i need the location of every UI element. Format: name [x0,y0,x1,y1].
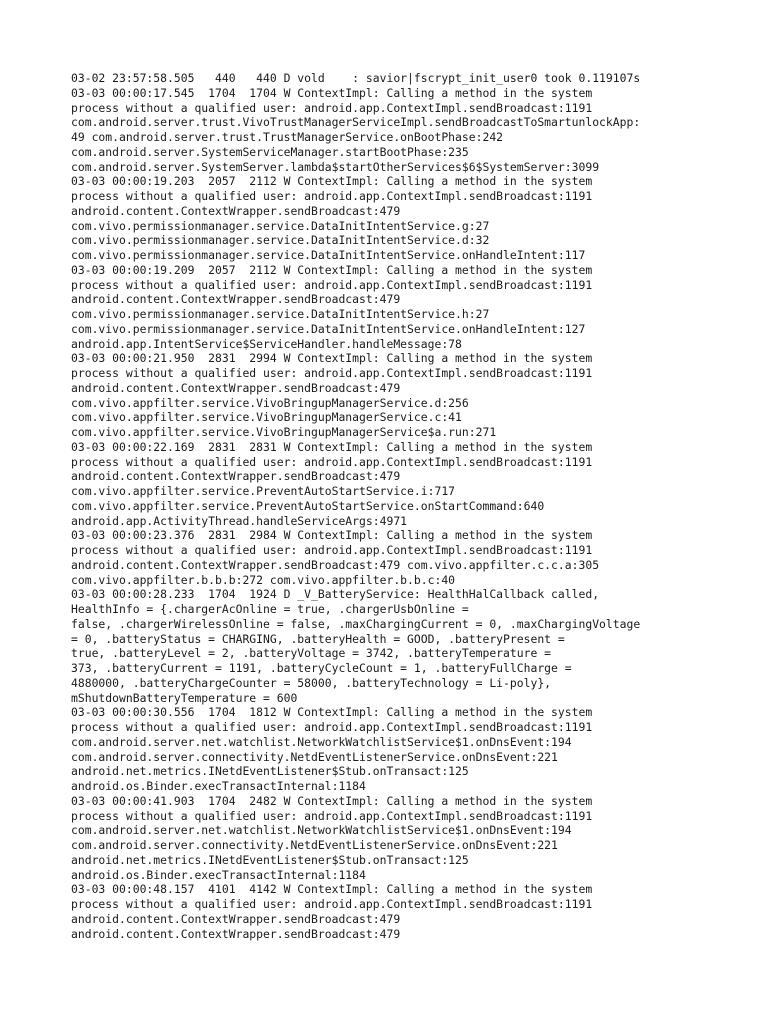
log-line: com.vivo.permissionmanager.service.DataInitIntentService.onHandleIntent:117 [71,248,586,262]
log-line: 03-03 00:00:19.203 2057 2112 W ContextImpl: Calling a method in the system [71,174,593,189]
log-line: 03-02 23:57:58.505 440 440 D vold : savior|fscrypt_init_user0 took 0.119107s [71,71,641,85]
log-line: process without a qualified user: android.app.ContextImpl.sendBroadcast:1191 [71,720,593,734]
log-line: com.vivo.appfilter.b.b.b:272 com.vivo.appfilter.b.b.c:40 [71,572,456,587]
log-line: android.content.ContextWrapper.sendBroadcast:479 [71,911,401,926]
log-line: process without a qualified user: android.app.ContextImpl.sendBroadcast:1191 [71,100,593,115]
log-line: com.vivo.permissionmanager.service.DataInitIntentService.h:27 [71,307,490,321]
log-line: com.vivo.permissionmanager.service.DataInitIntentService.g:27 [71,218,490,233]
log-line: 373, .batteryCurrent = 1191, .batteryCycleCount = 1, .batteryFullCharge = [71,661,572,675]
log-line: process without a qualified user: android.app.ContextImpl.sendBroadcast:1191 [71,189,593,203]
log-line: android.content.ContextWrapper.sendBroadcast:479 [71,926,401,941]
log-line: com.android.server.SystemServer.lambda$startOtherServices$6$SystemServer:3099 [71,159,600,174]
log-line: android.content.ContextWrapper.sendBroadcast:479 [71,380,401,395]
log-line: android.content.ContextWrapper.sendBroadcast:479 [71,203,401,218]
log-line: 49 com.android.server.trust.TrustManagerService.onBootPhase:242 [71,130,504,144]
log-line: process without a qualified user: android.app.ContextImpl.sendBroadcast:1191 [71,543,593,557]
log-line: mShutdownBatteryTemperature = 600 [71,690,298,705]
log-line: 03-03 00:00:48.157 4101 4142 W ContextImpl: Calling a method in the system [71,882,593,897]
log-line: android.app.ActivityThread.handleServiceArgs:4971 [71,513,408,528]
log-line: com.android.server.trust.VivoTrustManagerServiceImpl.sendBroadcastToSmartunlockApp: [71,115,641,130]
log-line: android.content.ContextWrapper.sendBroadcast:479 com.vivo.appfilter.c.c.a:305 [71,557,600,572]
log-line: com.android.server.SystemServiceManager.startBootPhase:235 [71,144,469,159]
log-line: process without a qualified user: android.app.ContextImpl.sendBroadcast:1191 [71,808,593,823]
log-line: 03-03 00:00:23.376 2831 2984 W ContextImpl: Calling a method in the system [71,528,593,543]
log-line: android.app.IntentService$ServiceHandler.handleMessage:78 [71,336,462,351]
log-line: com.vivo.appfilter.service.VivoBringupManagerService.d:256 [71,395,469,410]
log-line: android.content.ContextWrapper.sendBroadcast:479 [71,469,401,484]
log-line: android.net.metrics.INetdEventListener$Stub.onTransact:125 [71,852,469,867]
log-line: com.vivo.appfilter.service.PreventAutoStartService.onStartCommand:640 [71,498,545,513]
log-line: com.android.server.net.watchlist.NetworkWatchlistService$1.onDnsEvent:194 [71,823,572,838]
log-line: android.net.metrics.INetdEventListener$Stub.onTransact:125 [71,764,469,779]
log-line: false, .chargerWirelessOnline = false, .maxChargingCurrent = 0, .maxChargingVoltage [71,616,641,631]
log-line: com.vivo.permissionmanager.service.DataInitIntentService.onHandleIntent:127 [71,321,586,336]
log-line: 03-03 00:00:22.169 2831 2831 W ContextImpl: Calling a method in the system [71,439,593,454]
log-line: 4880000, .batteryChargeCounter = 58000, .batteryTechnology = Li-poly}, [71,675,552,690]
log-line: 03-03 00:00:30.556 1704 1812 W ContextImpl: Calling a method in the system [71,705,593,720]
log-line: HealthInfo = {.chargerAcOnline = true, .chargerUsbOnline = [71,602,469,616]
log-line: process without a qualified user: android.app.ContextImpl.sendBroadcast:1191 [71,897,593,911]
log-line: 03-03 00:00:21.950 2831 2994 W ContextImpl: Calling a method in the system [71,351,593,366]
log-line: com.vivo.appfilter.service.VivoBringupManagerService.c:41 [71,410,462,425]
log-line: com.android.server.net.watchlist.NetworkWatchlistService$1.onDnsEvent:194 [71,734,572,749]
log-line: android.os.Binder.execTransactInternal:1184 [71,779,366,793]
log-line: true, .batteryLevel = 2, .batteryVoltage = 3742, .batteryTemperature = [71,646,552,661]
log-line: com.vivo.appfilter.service.VivoBringupManagerService$a.run:271 [71,425,497,439]
log-line: com.android.server.connectivity.NetdEventListenerService.onDnsEvent:221 [71,838,558,852]
log-line: 03-03 00:00:17.545 1704 1704 W ContextImpl: Calling a method in the system [71,85,593,100]
log-line: process without a qualified user: android.app.ContextImpl.sendBroadcast:1191 [71,454,593,469]
log-line: android.os.Binder.execTransactInternal:1184 [71,867,366,882]
log-line: process without a qualified user: android.app.ContextImpl.sendBroadcast:1191 [71,277,593,292]
log-line: com.android.server.connectivity.NetdEventListenerService.onDnsEvent:221 [71,749,558,764]
log-line: 03-03 00:00:19.209 2057 2112 W ContextImpl: Calling a method in the system [71,262,593,277]
log-line: = 0, .batteryStatus = CHARGING, .batteryHealth = GOOD, .batteryPresent = [71,631,565,646]
log-line: com.vivo.permissionmanager.service.DataInitIntentService.d:32 [71,233,490,248]
log-line: com.vivo.appfilter.service.PreventAutoStartService.i:717 [71,484,456,498]
log-line: process without a qualified user: android.app.ContextImpl.sendBroadcast:1191 [71,366,593,380]
log-line: 03-03 00:00:28.233 1704 1924 D _V_BatteryService: HealthHalCallback called, [71,587,600,602]
log-document [71,71,761,941]
log-line: android.content.ContextWrapper.sendBroadcast:479 [71,292,401,307]
log-line: 03-03 00:00:41.903 1704 2482 W ContextImpl: Calling a method in the system [71,793,593,808]
